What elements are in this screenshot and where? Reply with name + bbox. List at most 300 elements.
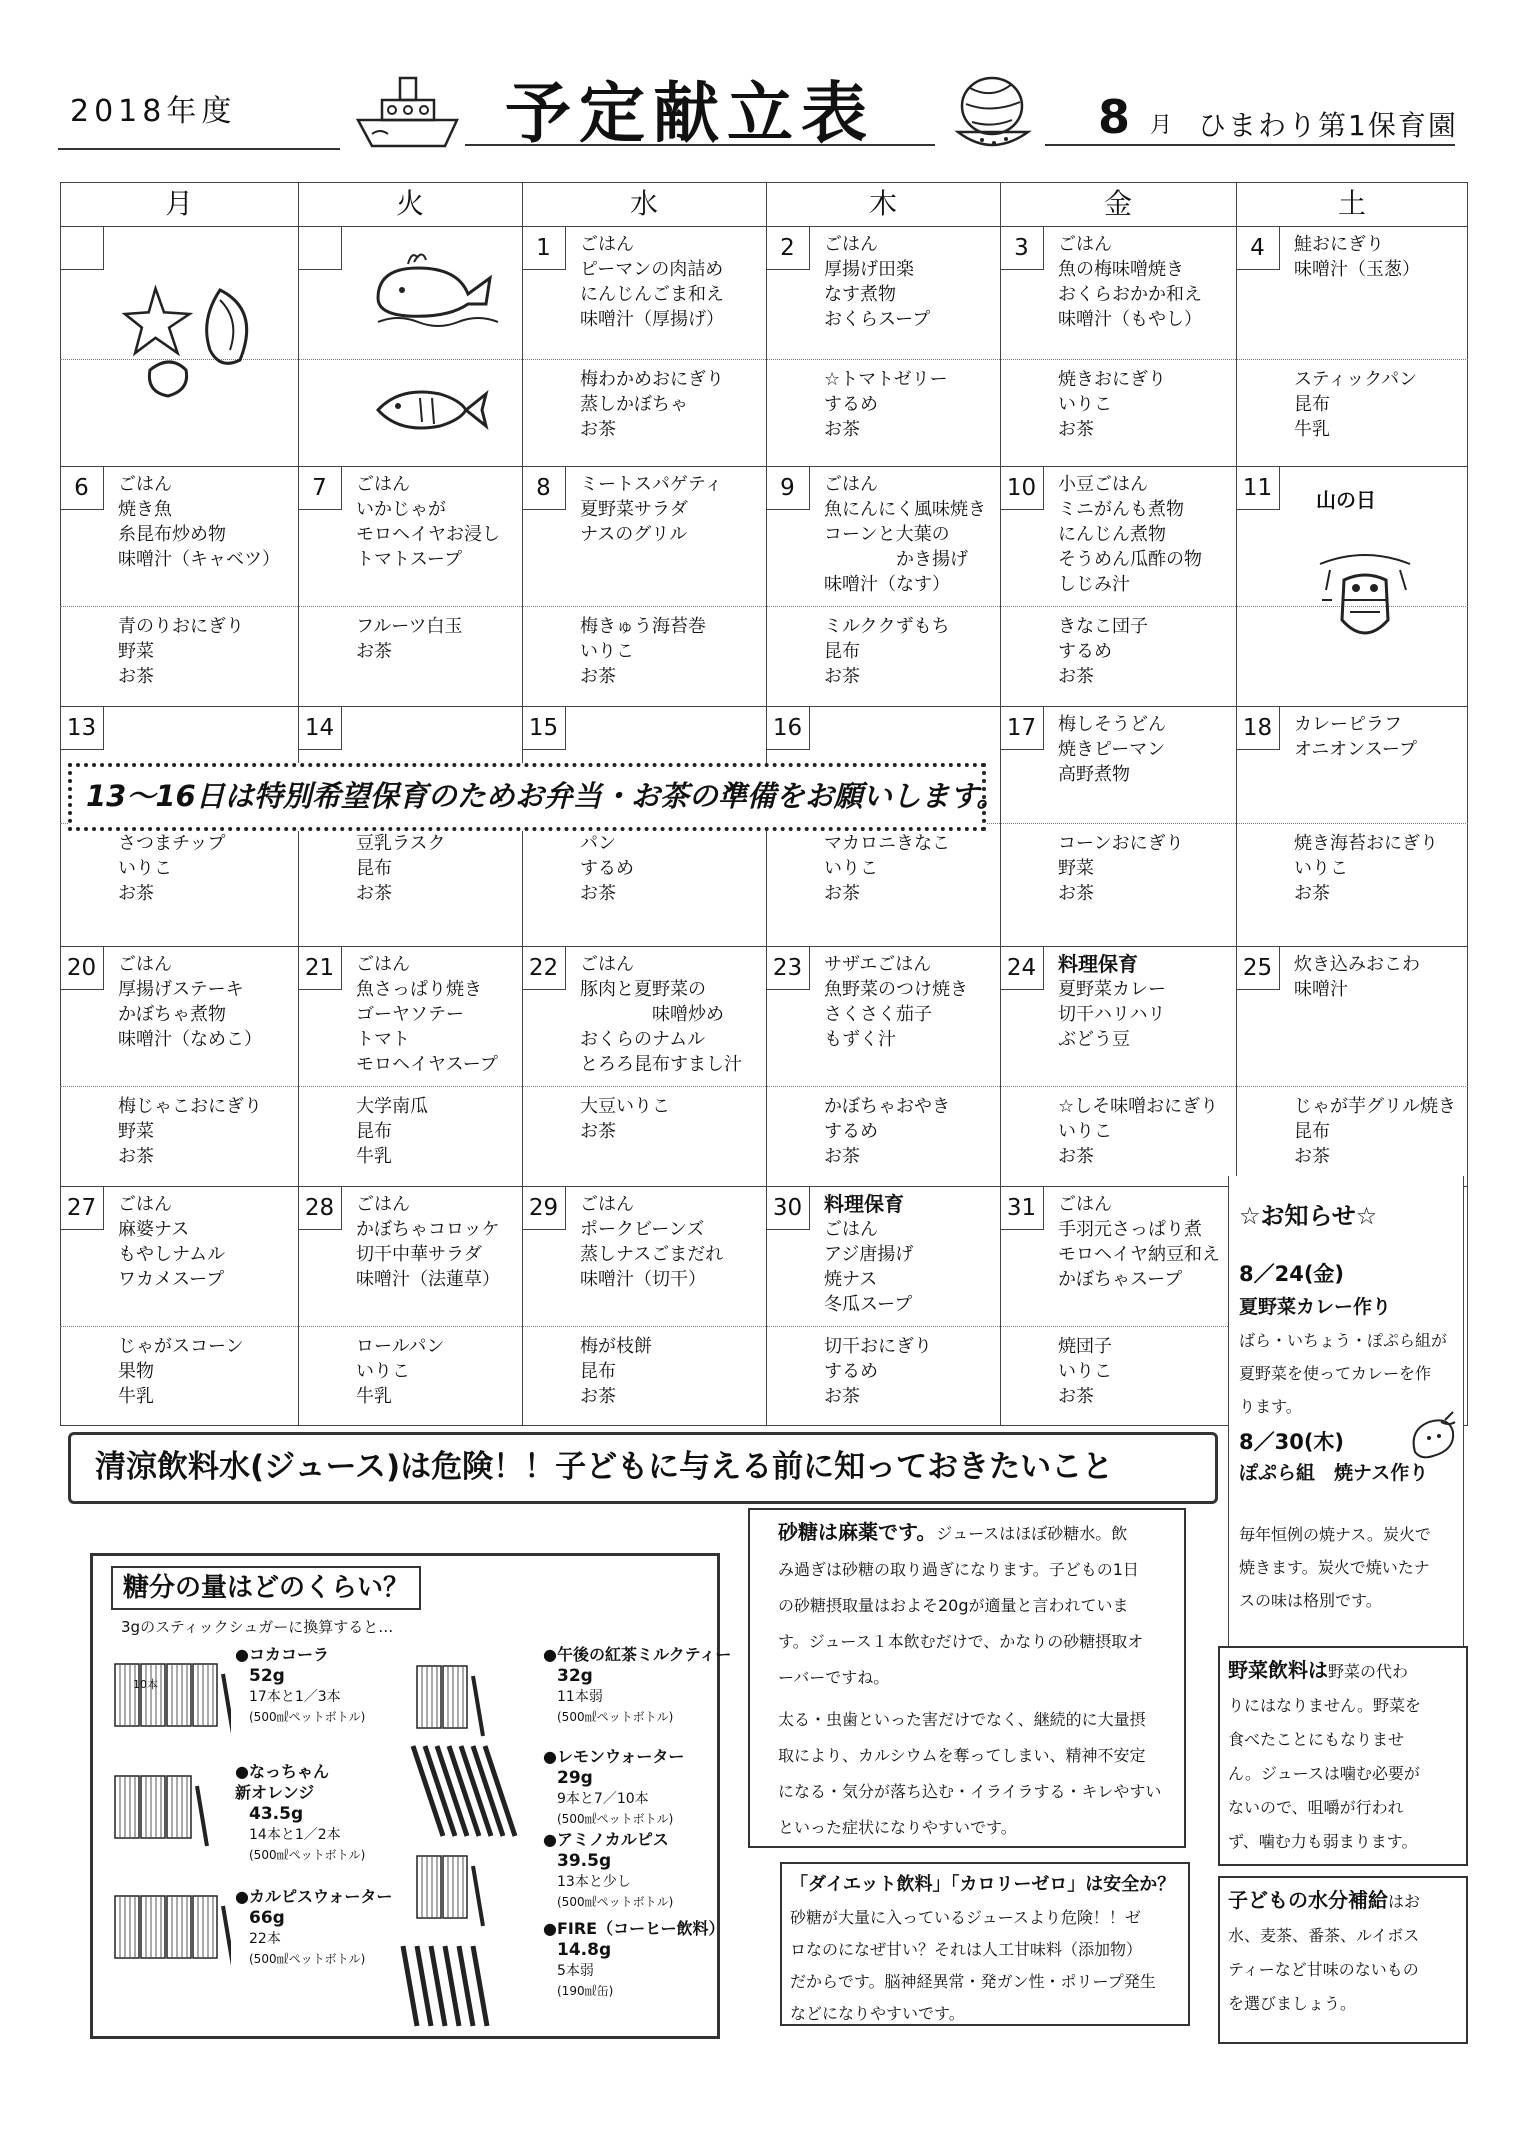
snack-menu [1058, 367, 1166, 442]
snack-menu [356, 831, 445, 906]
lunch-item: ごはん [824, 1219, 878, 1240]
sugar-item-name: ●レモンウォーター [543, 1747, 685, 1766]
sugar-item [543, 1644, 731, 1727]
snack-item: じゃがスコーン [118, 1336, 244, 1357]
sugar-item-note: (500㎖ペットボトル) [249, 1848, 366, 1862]
lunch-item: しじみ汁 [1058, 574, 1130, 595]
sugar-item-grams: 66g [249, 1908, 285, 1928]
lunch-item: 味噌汁（なめこ） [118, 1029, 262, 1050]
notice-item2-title: ぽぷら組 焼ナス作り [1239, 1462, 1429, 1484]
snack-menu [1058, 614, 1148, 689]
snack-item: するめ [824, 394, 878, 415]
diet-line: だからです。脳神経異常・発ガン性・ポリープ発生 [790, 1972, 1156, 1991]
snack-item: するめ [1058, 641, 1112, 662]
lunch-item: なす煮物 [824, 284, 896, 305]
lunch-item: 魚さっぱり焼き [356, 979, 482, 1000]
sugar-item-note: (190㎖缶) [557, 1984, 614, 1998]
lunch-item: トマトスープ [356, 549, 463, 570]
lunch-item: 料理保育 [824, 1192, 904, 1216]
lunch-menu [356, 472, 500, 572]
lunch-item: 切干ハリハリ [1058, 1004, 1166, 1025]
lunch-menu [1058, 472, 1202, 597]
sugar-drug-line: ジュースはほぼ砂糖水。飲 [936, 1524, 1128, 1543]
snack-item: フルーツ白玉 [356, 616, 463, 637]
lunch-item: 魚の梅味噌焼き [1058, 259, 1184, 280]
seashell-starfish-icon [120, 270, 280, 410]
school-name: ひまわり第1保育園 [1198, 109, 1458, 142]
snack-divider [60, 1326, 1236, 1327]
water-line: 水、麦茶、番茶、ルイボス [1228, 1926, 1420, 1945]
lunch-item: 厚揚げ田楽 [824, 259, 914, 280]
lunch-item: 豚肉と夏野菜の [580, 979, 706, 1000]
date-number: 29 [522, 1186, 566, 1230]
date-number: 25 [1236, 946, 1280, 990]
date-number: 22 [522, 946, 566, 990]
snack-item: お茶 [580, 1121, 616, 1142]
sugar-item-note: (500㎖ペットボトル) [557, 1812, 674, 1826]
snack-item: 昆布 [580, 1361, 616, 1382]
lunch-item: 厚揚げステーキ [118, 979, 244, 1000]
water-line: を選びましょう。 [1228, 1994, 1357, 2013]
snack-item: いりこ [1058, 1121, 1112, 1142]
snack-item: お茶 [580, 883, 616, 904]
lunch-item: 味噌汁（なす） [824, 574, 950, 595]
sugar-item [235, 1644, 365, 1727]
lunch-menu [580, 232, 724, 332]
whale-icon [368, 248, 508, 328]
lunch-menu [1058, 232, 1202, 332]
lunch-menu [356, 1192, 500, 1292]
lunch-item: おくらおかか和え [1058, 284, 1202, 305]
sugar-item-note: (500㎖ペットボトル) [249, 1952, 366, 1966]
sugar-subtitle: 3gのスティックシュガーに換算すると… [121, 1618, 394, 1636]
veg-line: 野菜の代わ [1328, 1662, 1409, 1681]
snack-item: 牛乳 [356, 1386, 392, 1407]
lunch-item: ごはん [118, 1194, 172, 1215]
page-title: 予定献立表 [505, 74, 875, 152]
snack-item: スティックパン [1294, 369, 1418, 390]
notice-title: ☆お知らせ☆ [1239, 1202, 1378, 1230]
lunch-item: かぼちゃ煮物 [118, 1004, 226, 1025]
lunch-item: モロヘイヤスープ [356, 1054, 498, 1075]
lunch-item: ごはん [356, 954, 410, 975]
lunch-menu [1294, 952, 1420, 1002]
snack-item: 梅わかめおにぎり [580, 369, 724, 390]
snack-menu [1294, 831, 1438, 906]
notice-item2-line: 焼きます。炭火で焼いたナ [1239, 1558, 1430, 1577]
sugar-item-note: (500㎖ペットボトル) [557, 1710, 674, 1724]
snack-item: ☆トマトゼリー [824, 369, 948, 390]
lunch-item: 夏野菜サラダ [580, 499, 688, 520]
day-header-水: 水 [629, 187, 658, 220]
watermelon-icon [950, 70, 1035, 155]
diet-heading: 「ダイエット飲料」「カロリーゼロ」は安全か？ [790, 1874, 1176, 1895]
lunch-item: 味噌汁（法蓮草） [356, 1269, 500, 1290]
sugar-drug-line: み過ぎは砂糖の取り過ぎになります。子どもの1日 [778, 1560, 1139, 1579]
snack-item: いりこ [1294, 858, 1348, 879]
snack-menu [824, 831, 950, 906]
lunch-menu [1058, 952, 1166, 1052]
sugar-item-name: ●FIRE（コーヒー飲料） [543, 1919, 725, 1938]
snack-item: 梅が枝餅 [580, 1336, 652, 1357]
date-number: 31 [1000, 1186, 1044, 1230]
snack-item: お茶 [824, 883, 860, 904]
snack-item: 昆布 [356, 1121, 392, 1142]
notice-item1-title: 夏野菜カレー作り [1239, 1296, 1392, 1318]
snack-item: ミルククずもち [824, 616, 950, 637]
sugar-item [235, 1761, 365, 1865]
lunch-item: 高野煮物 [1058, 764, 1130, 785]
water-line: お [1404, 1892, 1421, 1911]
lunch-item: ごはん [356, 1194, 410, 1215]
lunch-item: おくらスープ [824, 309, 931, 330]
snack-item: きなこ団子 [1058, 616, 1148, 637]
snack-item: お茶 [824, 1146, 860, 1167]
snack-item: 切干おにぎり [824, 1336, 932, 1357]
snack-item: 牛乳 [1294, 419, 1330, 440]
lunch-item: ごはん [1058, 1194, 1112, 1215]
notice-item2-line: スの味は格別です。 [1239, 1591, 1382, 1610]
snack-item: お茶 [1058, 883, 1094, 904]
snack-item: お茶 [118, 1146, 154, 1167]
date-number: 21 [298, 946, 342, 990]
veg-line: ないので、咀嚼が行われ [1228, 1798, 1404, 1817]
snack-menu [580, 614, 706, 689]
day-header-月: 月 [164, 187, 193, 220]
snack-item: ☆しそ味噌おにぎり [1058, 1096, 1219, 1117]
snack-item: するめ [580, 858, 634, 879]
veg-line: ん。ジュースは噛む必要が [1228, 1764, 1420, 1783]
lunch-menu [824, 472, 986, 597]
lunch-item: いかじゃが [356, 499, 446, 520]
notice-item1-line: ばら・いちょう・ぽぷら組が [1239, 1331, 1448, 1350]
lunch-item: 蒸しナスごまだれ [580, 1244, 724, 1265]
snack-menu [356, 1094, 428, 1169]
lunch-item: かき揚げ [824, 549, 968, 570]
sugar-drug-line: ーバーですね。 [778, 1668, 890, 1687]
sugar-item-sticks: 5本弱 [557, 1963, 594, 1979]
snack-item: お茶 [118, 883, 154, 904]
snack-item: 豆乳ラスク [356, 833, 446, 854]
month-label: 月 [1150, 113, 1173, 138]
date-number: 23 [766, 946, 810, 990]
snack-item: 梅きゅう海苔巻 [580, 616, 706, 637]
snack-item: お茶 [1058, 1386, 1094, 1407]
lunch-menu [1294, 712, 1417, 762]
sugar-item-sticks: 17本と1／3本 [249, 1689, 341, 1705]
diet-drink-box [780, 1862, 1190, 2026]
snack-item: 野菜 [1058, 858, 1094, 879]
sugar-amount-box [90, 1553, 732, 2039]
snack-menu [580, 1334, 652, 1409]
lunch-item: ポークビーンズ [580, 1219, 705, 1240]
lunch-item: サザエごはん [824, 954, 932, 975]
day-header-金: 金 [1103, 187, 1132, 220]
lunch-item: にんじんごま和え [580, 284, 724, 305]
date-number: 15 [522, 706, 566, 750]
date-number: 14 [298, 706, 342, 750]
snack-item: 牛乳 [118, 1386, 154, 1407]
sugar-item-name: ●アミノカルピス [543, 1830, 669, 1849]
snack-menu [824, 1334, 932, 1409]
snack-item: お茶 [580, 419, 616, 440]
snack-item: お茶 [356, 641, 392, 662]
snack-item: お茶 [824, 666, 860, 687]
loose-sugar-sticks-icon [393, 1726, 533, 2046]
sugar-item-name: ●なっちゃん 新オレンジ [235, 1762, 329, 1802]
lunch-item: 炊き込みおこわ [1294, 954, 1420, 975]
sugar-stick-pack-icon [111, 1654, 231, 1744]
lunch-menu [580, 952, 742, 1077]
snack-item: 牛乳 [356, 1146, 392, 1167]
lunch-item: ミートスパゲティ [580, 474, 723, 495]
sugar-item [543, 1746, 684, 1829]
sugar-item [235, 1886, 392, 1969]
sugar-item-sticks: 22本 [249, 1931, 281, 1947]
lunch-item: 山の日 [1316, 488, 1376, 512]
water-line: ティーなど甘味のないもの [1228, 1960, 1419, 1979]
date-number: 3 [1000, 226, 1044, 270]
lunch-item: モロヘイヤお浸し [356, 524, 500, 545]
lunch-menu [118, 472, 280, 572]
lunch-item: ごはん [118, 474, 172, 495]
lunch-item: ごはん [580, 234, 634, 255]
lunch-item: ナスのグリル [580, 524, 688, 545]
lunch-item: ワカメスープ [118, 1269, 225, 1290]
snack-item: 大学南瓜 [356, 1096, 428, 1117]
lunch-item: 味噌汁（厚揚げ） [580, 309, 724, 330]
date-number: 17 [1000, 706, 1044, 750]
lunch-item: かぼちゃコロッケ [356, 1219, 500, 1240]
snack-item: お茶 [1058, 1146, 1094, 1167]
snack-item: お茶 [580, 1386, 616, 1407]
veg-line: りにはなりません。野菜を [1228, 1696, 1421, 1715]
lunch-item: 糸昆布炒め物 [118, 524, 226, 545]
date-number: 2 [766, 226, 810, 270]
lunch-item: もやしナムル [118, 1244, 226, 1265]
lunch-item: 味噌汁（玉葱） [1294, 259, 1420, 280]
snack-menu [1294, 367, 1417, 442]
lunch-item: ごはん [580, 1194, 634, 1215]
month-number: 8 [1098, 90, 1131, 144]
lunch-item: もずく汁 [824, 1029, 896, 1050]
snack-item: お茶 [580, 666, 616, 687]
snack-divider [60, 1086, 1468, 1087]
veg-heading: 野菜飲料は [1228, 1658, 1328, 1682]
special-care-notice: 13～16日は特別希望保育のためお弁当・お茶の準備をお願いします。 [68, 763, 986, 831]
sugar-drug-line: の砂糖摂取量はおよそ20gが適量と言われていま [778, 1596, 1129, 1615]
date-number: 1 [522, 226, 566, 270]
fish-icon [370, 380, 490, 440]
veg-line: 食べたことにもなりませ [1228, 1730, 1405, 1749]
lunch-menu [824, 1192, 913, 1317]
day-header-木: 木 [868, 187, 897, 220]
water-heading: 子どもの水分補給 [1228, 1888, 1388, 1912]
snack-item: 焼きおにぎり [1058, 369, 1166, 390]
snack-item: 大豆いりこ [580, 1096, 670, 1117]
year-label: 2018年度 [70, 94, 237, 129]
snack-menu [580, 367, 724, 442]
lunch-menu [580, 1192, 723, 1292]
sugar-item-note: (500㎖ペットボトル) [557, 1895, 674, 1909]
date-number [298, 226, 342, 270]
date-number: 6 [60, 466, 104, 510]
snack-menu [118, 1334, 244, 1409]
date-number: 16 [766, 706, 810, 750]
snack-item: いりこ [1058, 1361, 1112, 1382]
sugar-stick-pack-icon [111, 1766, 231, 1856]
sugar-item [543, 1918, 724, 2001]
lunch-item: ミニがんも煮物 [1058, 499, 1184, 520]
lunch-item: 冬瓜スープ [824, 1294, 913, 1315]
lunch-item: 手羽元さっぱり煮 [1058, 1219, 1202, 1240]
snack-menu [824, 367, 948, 442]
lunch-menu [356, 952, 498, 1077]
snack-item: 昆布 [356, 858, 392, 879]
lunch-menu [1058, 1192, 1220, 1292]
date-number [60, 226, 104, 270]
sugar-item-sticks: 11本弱 [557, 1689, 603, 1705]
lunch-item: 切干中華サラダ [356, 1244, 482, 1265]
snack-item: 焼き海苔おにぎり [1294, 833, 1438, 854]
lunch-item: ごはん [824, 474, 878, 495]
snack-divider [60, 606, 1468, 607]
snack-item: 青のりおにぎり [118, 616, 244, 637]
date-number: 18 [1236, 706, 1280, 750]
notice-item1-date: 8／24(金) [1239, 1262, 1345, 1286]
snack-item: ロールパン [356, 1336, 445, 1357]
snack-item: 焼団子 [1058, 1336, 1112, 1357]
lunch-menu [824, 952, 968, 1052]
lunch-item: ゴーヤソテー [356, 1004, 464, 1025]
lunch-item: にんじん煮物 [1058, 524, 1166, 545]
lunch-item: おくらのナムル [580, 1029, 706, 1050]
snack-menu [580, 831, 634, 906]
lunch-item: ぶどう豆 [1058, 1029, 1130, 1050]
date-number: 24 [1000, 946, 1044, 990]
snack-item: 果物 [118, 1361, 154, 1382]
sugar-item-grams: 39.5g [557, 1851, 612, 1871]
snack-item: 梅じゃこおにぎり [118, 1096, 262, 1117]
snack-menu [1058, 831, 1184, 906]
lunch-item: 梅しそうどん [1058, 714, 1166, 735]
lunch-item: 味噌汁（切干） [580, 1269, 706, 1290]
sugar-drug-line: 太る・虫歯といった害だけでなく、継続的に大量摂 [778, 1710, 1146, 1729]
sugar-drug-line: になる・気分が落ち込む・イライラする・キレやすい [778, 1782, 1162, 1801]
sugar-item-grams: 14.8g [557, 1940, 612, 1960]
sugar-item-sticks: 13本と少し [557, 1874, 631, 1890]
snack-item: かぼちゃおやき [824, 1096, 950, 1117]
snack-menu [118, 1094, 262, 1169]
sugar-item-grams: 43.5g [249, 1804, 304, 1824]
date-number: 28 [298, 1186, 342, 1230]
sugar-drug-box [748, 1508, 1186, 1848]
snack-item: お茶 [1294, 883, 1330, 904]
lunch-menu [580, 472, 722, 547]
snack-item: さつまチップ [118, 833, 226, 854]
lunch-item: 夏野菜カレー [1058, 979, 1166, 1000]
sugar-item-name: ●午後の紅茶ミルクティー [543, 1645, 732, 1664]
lunch-item: 味噌汁（もやし） [1058, 309, 1202, 330]
snack-item: 蒸しかぼちゃ [580, 394, 688, 415]
snack-item: するめ [824, 1361, 878, 1382]
snack-item: いりこ [118, 858, 172, 879]
notice-item2-line: 毎年恒例の焼ナス。炭火で [1239, 1525, 1431, 1544]
lunch-item: 味噌炒め [580, 1004, 724, 1025]
water-box [1218, 1876, 1468, 2044]
lunch-item: 焼き魚 [118, 499, 172, 520]
notice-box [1228, 1176, 1464, 1518]
snack-item: お茶 [118, 666, 154, 687]
pack-label: 10本 [133, 1678, 158, 1691]
snack-menu [580, 1094, 670, 1144]
snack-item: パン [580, 833, 616, 854]
lunch-menu [824, 232, 930, 332]
snack-menu [118, 831, 225, 906]
diet-line: などになりやすいです。 [790, 2004, 965, 2023]
sugar-drug-line: 取により、カルシウムを奪ってしまい、精神不安定 [778, 1746, 1146, 1765]
lunch-item: コーンと大葉の [824, 524, 950, 545]
lunch-menu [1058, 712, 1166, 787]
snack-menu [824, 614, 950, 689]
snack-item: お茶 [824, 1386, 860, 1407]
date-number: 13 [60, 706, 104, 750]
snack-menu [1058, 1094, 1218, 1169]
cicada-icon [1310, 550, 1420, 650]
sugar-item-grams: 32g [557, 1666, 593, 1686]
eggplant-icon [1405, 1408, 1461, 1464]
sugar-title: 糖分の量はどのくらい？ [111, 1566, 421, 1610]
lunch-item: 味噌汁 [1294, 979, 1348, 1000]
date-number: 20 [60, 946, 104, 990]
sugar-item-name: ●コカコーラ [235, 1645, 329, 1664]
lunch-item: とろろ昆布すまし汁 [580, 1054, 742, 1075]
lunch-item: さくさく茄子 [824, 1004, 932, 1025]
snack-item: いりこ [356, 1361, 410, 1382]
snack-item: 野菜 [118, 641, 154, 662]
lunch-item: ごはん [580, 954, 634, 975]
snack-item: じゃが芋グリル焼き [1294, 1096, 1456, 1117]
date-number: 11 [1236, 466, 1280, 510]
snack-item: 昆布 [1294, 394, 1330, 415]
lunch-item: 料理保育 [1058, 952, 1138, 976]
snack-menu [118, 614, 244, 689]
lunch-item: 小豆ごはん [1058, 474, 1148, 495]
snack-item: お茶 [1294, 1146, 1330, 1167]
lunch-item: 味噌汁（キャベツ） [118, 549, 280, 570]
snack-item: 昆布 [1294, 1121, 1330, 1142]
lunch-menu [1316, 488, 1376, 513]
sugar-drug-line: す。ジュース１本飲むだけで、かなりの砂糖摂取オ [778, 1632, 1144, 1651]
day-header-土: 土 [1337, 187, 1366, 220]
sugar-item-sticks: 14本と1／2本 [249, 1827, 341, 1843]
date-number: 8 [522, 466, 566, 510]
snack-item: するめ [824, 1121, 878, 1142]
date-number: 9 [766, 466, 810, 510]
boat-icon [350, 72, 465, 152]
lunch-item: ごはん [356, 474, 410, 495]
notice-item1-line: 夏野菜を使ってカレーを作 [1239, 1364, 1432, 1383]
sugar-drug-heading: 砂糖は麻薬です。 [778, 1520, 937, 1544]
snack-item: 野菜 [118, 1121, 154, 1142]
snack-menu [356, 1334, 444, 1409]
sugar-stick-pack-icon [111, 1886, 231, 1976]
lunch-menu [118, 952, 262, 1052]
snack-item: マカロニきなこ [824, 833, 950, 854]
notice-item2-date: 8／30(木) [1239, 1430, 1345, 1454]
lunch-item: 魚にんにく風味焼き [824, 499, 986, 520]
snack-item: お茶 [356, 883, 392, 904]
